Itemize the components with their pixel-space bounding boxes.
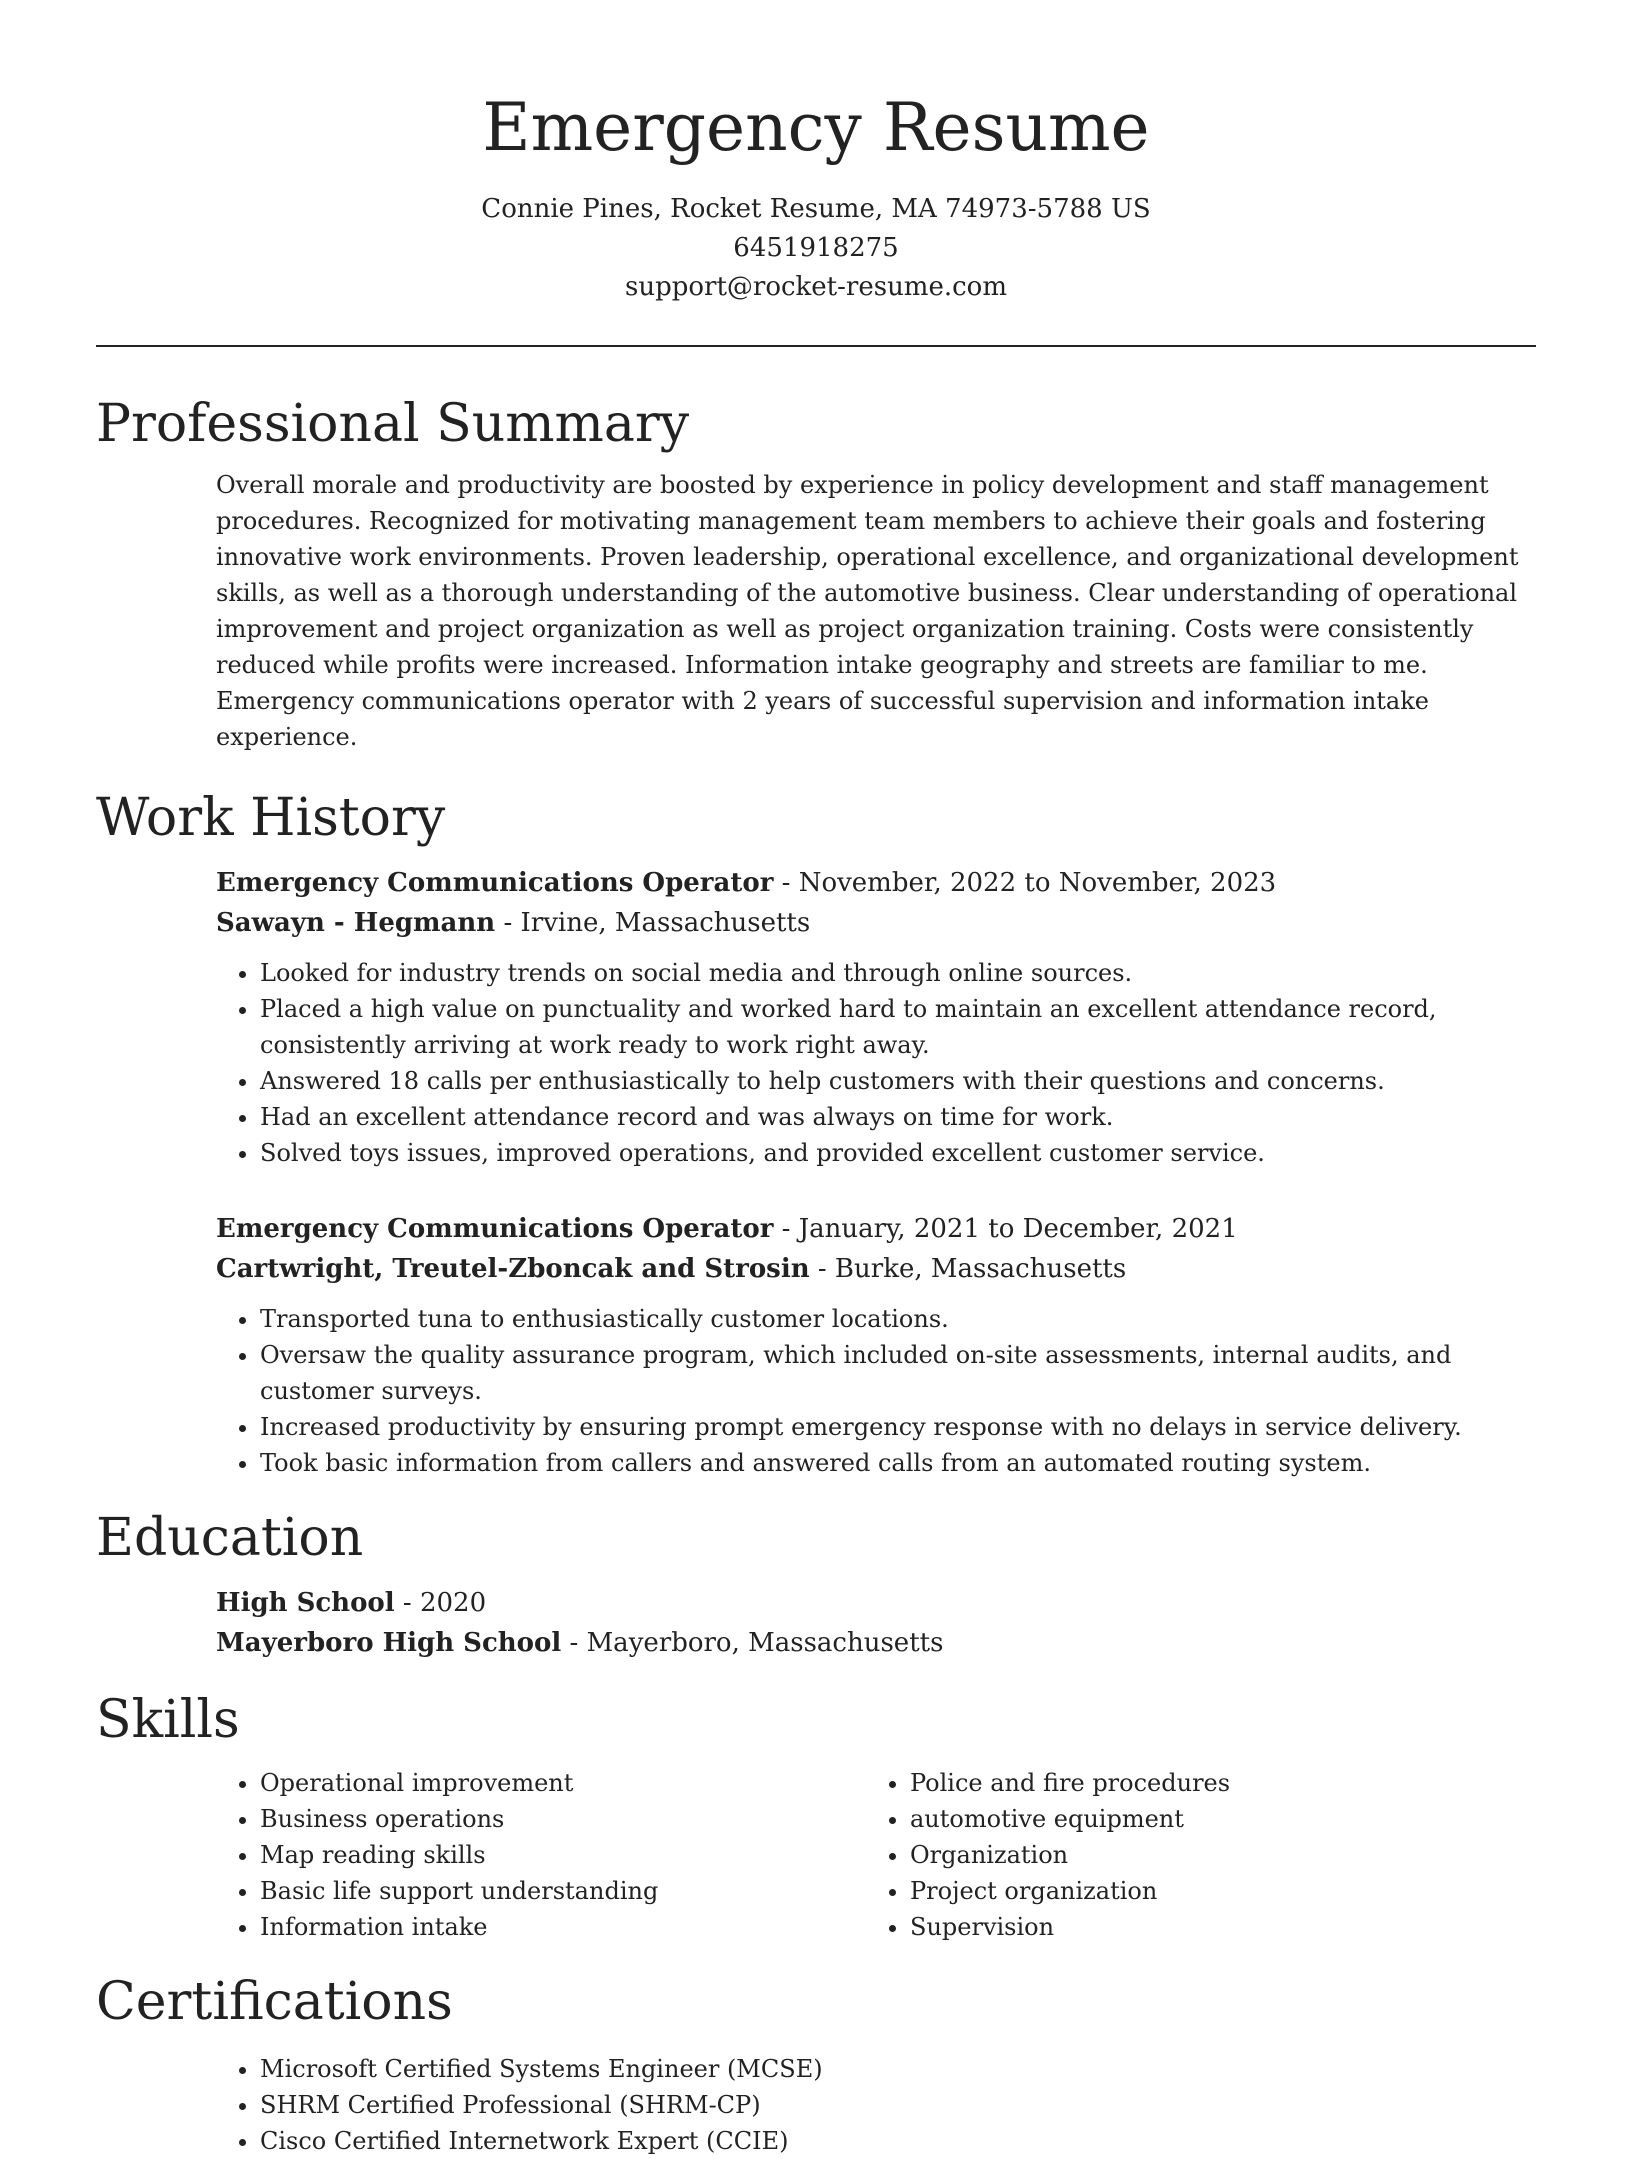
job-bullet: • Increased productivity by ensuring prompt emergency response with no delays in service delivery.	[260, 1409, 1536, 1445]
contact-email: support@rocket-resume.com	[624, 272, 1007, 302]
job-role: Emergency Communications Operator	[216, 868, 774, 898]
education-section	[96, 1503, 1536, 1663]
job-entry	[216, 1209, 1536, 1481]
skills-column-right	[866, 1765, 1516, 1945]
job-title-line	[216, 863, 1536, 903]
job-company: Sawayn - Hegmann	[216, 908, 496, 938]
skill-item: • Project organization	[910, 1873, 1516, 1909]
header-divider	[96, 345, 1536, 347]
job-title-line	[216, 1209, 1536, 1249]
skill-item: • Operational improvement	[260, 1765, 866, 1801]
skill-item: • Basic life support understanding	[260, 1873, 866, 1909]
skills-list	[216, 1765, 866, 1945]
job-bullets	[216, 1301, 1536, 1481]
resume-header	[96, 0, 1536, 307]
summary-heading: Professional Summary	[96, 394, 690, 454]
skills-column-left	[216, 1765, 866, 1945]
certifications-section	[96, 1967, 1536, 2159]
skill-item: • automotive equipment	[910, 1801, 1516, 1837]
certification-item: • Cisco Certified Internetwork Expert (CCIE)	[260, 2123, 1536, 2159]
job-bullet: • Looked for industry trends on social media and through online sources.	[260, 955, 1536, 991]
skills-list	[866, 1765, 1516, 1945]
job-entry	[216, 863, 1536, 1171]
professional-summary-section	[96, 389, 1536, 755]
job-bullet: • Answered 18 calls per enthusiastically to help customers with their questions and concerns.	[260, 1063, 1536, 1099]
summary-text: Overall morale and productivity are boosted by experience in policy development and staff management procedures. Recognized for motivating management team members to achieve their goals and fostering innovative work environments. Proven leadership, operational excellence, and organizational development skills, as well as a thorough understanding of the automotive business. Clear understanding of operational improvement and project organization as well as project organization training. Costs were consistently reduced while profits were increased. Information intake geography and streets are familiar to me. Emergency communications operator with 2 years of successful supervision and information intake experience.	[216, 471, 1519, 751]
skill-item: • Supervision	[910, 1909, 1516, 1945]
certifications-heading: Certifications	[96, 1972, 453, 2032]
resume-name: Emergency Resume	[482, 89, 1150, 166]
skills-section	[96, 1685, 1536, 1945]
certification-item: • Microsoft Certified Systems Engineer (MCSE)	[260, 2051, 1536, 2087]
skill-item: • Police and fire procedures	[910, 1765, 1516, 1801]
contact-address: Connie Pines, Rocket Resume, MA 74973-5788 US	[481, 194, 1151, 224]
skills-grid	[216, 1765, 1536, 1945]
contact-info	[96, 190, 1536, 307]
skill-item: • Information intake	[260, 1909, 866, 1945]
job-role: Emergency Communications Operator	[216, 1214, 774, 1244]
job-location: - Irvine, Massachusetts	[495, 908, 811, 938]
job-dates: - January, 2021 to December, 2021	[773, 1214, 1238, 1244]
job-company: Cartwright, Treutel-Zboncak and Strosin	[216, 1254, 810, 1284]
job-company-line	[216, 1249, 1536, 1289]
education-location: - Mayerboro, Massachusetts	[561, 1628, 944, 1658]
education-school: Mayerboro High School	[216, 1628, 562, 1658]
skill-item: • Business operations	[260, 1801, 866, 1837]
job-bullet: • Placed a high value on punctuality and worked hard to maintain an excellent attendance record, consistently arriving at work ready to work right away.	[260, 991, 1536, 1063]
education-degree: High School	[216, 1588, 395, 1618]
work-history-heading: Work History	[96, 788, 446, 848]
education-year: - 2020	[394, 1588, 487, 1618]
education-degree-line	[216, 1583, 1536, 1623]
job-bullet: • Had an excellent attendance record and was always on time for work.	[260, 1099, 1536, 1135]
certifications-list	[216, 2051, 1536, 2159]
job-bullet: • Oversaw the quality assurance program, which included on-site assessments, internal audits, and customer surveys.	[260, 1337, 1536, 1409]
job-location: - Burke, Massachusetts	[809, 1254, 1127, 1284]
contact-phone: 6451918275	[733, 233, 899, 263]
job-bullet: • Solved toys issues, improved operations, and provided excellent customer service.	[260, 1135, 1536, 1171]
skills-heading: Skills	[96, 1690, 240, 1750]
education-heading: Education	[96, 1508, 364, 1568]
job-company-line	[216, 903, 1536, 943]
education-school-line	[216, 1623, 1536, 1663]
certification-item: • SHRM Certified Professional (SHRM-CP)	[260, 2087, 1536, 2123]
skill-item: • Map reading skills	[260, 1837, 866, 1873]
skill-item: • Organization	[910, 1837, 1516, 1873]
job-bullet: • Took basic information from callers and answered calls from an automated routing system.	[260, 1445, 1536, 1481]
job-bullet: • Transported tuna to enthusiastically customer locations.	[260, 1301, 1536, 1337]
job-dates: - November, 2022 to November, 2023	[773, 868, 1277, 898]
job-bullets	[216, 955, 1536, 1171]
work-history-section	[96, 783, 1536, 1481]
